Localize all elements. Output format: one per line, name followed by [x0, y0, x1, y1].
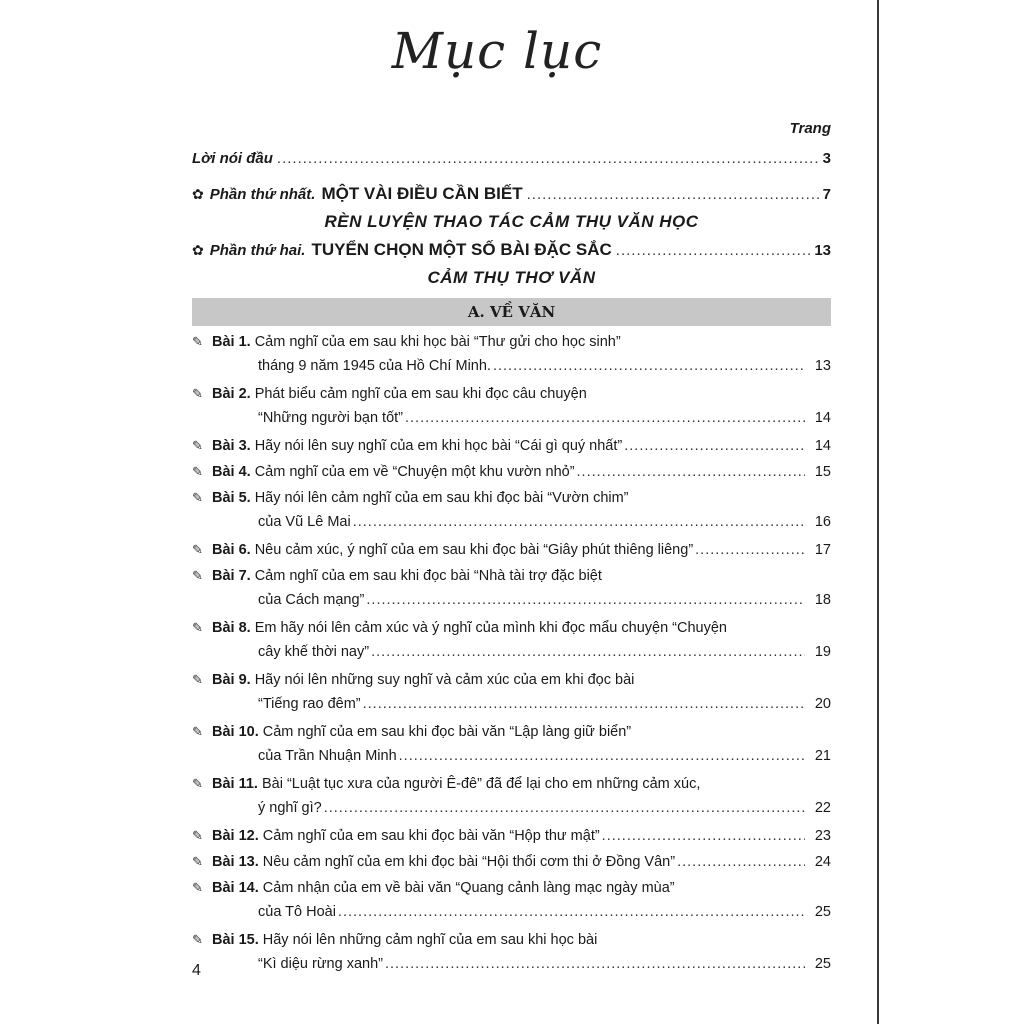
entry-page: 18 [814, 592, 831, 608]
toc-entry[interactable] [192, 538, 831, 562]
entry-page: 24 [814, 854, 831, 870]
entry-title-line1: Hãy nói lên những suy nghĩ và cảm xúc của em khi đọc bài [254, 672, 635, 688]
part2-page: 13 [814, 242, 831, 259]
entry-page: 23 [814, 828, 831, 844]
entry-page: 19 [814, 644, 831, 660]
entry-title-line2: “Kì diệu rừng xanh” [258, 956, 383, 972]
entry-title-line1: Cảm nghĩ của em về “Chuyện một khu vườn nhỏ” [254, 464, 575, 480]
pencil-icon: ✎ [192, 334, 203, 349]
entry-title-line1: Cảm nghĩ của em sau khi đọc bài “Nhà tài trợ đặc biệt [254, 568, 602, 584]
pencil-icon: ✎ [192, 776, 203, 791]
entry-page: 25 [814, 904, 831, 920]
entry-title-line2: của Vũ Lê Mai [258, 514, 351, 530]
dot-leader [577, 460, 805, 484]
entry-page: 25 [814, 956, 831, 972]
entry-label: Bài 12. [212, 828, 259, 844]
part1-page: 7 [822, 186, 831, 203]
part1-prefix: Phần thứ nhất. [209, 186, 316, 203]
entry-title-line2: tháng 9 năm 1945 của Hồ Chí Minh. [258, 358, 491, 374]
toc-entry[interactable] [192, 824, 831, 848]
entry-title-line2: ý nghĩ gì? [258, 800, 322, 816]
page-column-header: Trang [789, 120, 831, 137]
entry-title-line1: Cảm nghĩ của em sau khi học bài “Thư gửi cho học sinh” [254, 334, 621, 350]
toc-entry[interactable] [192, 486, 831, 534]
section-header: A. VỀ VĂN [192, 298, 831, 326]
part2-title: TUYỂN CHỌN MỘT SỐ BÀI ĐẶC SẮC [311, 240, 612, 259]
entry-title-line2: của Tô Hoài [258, 904, 336, 920]
flower-bullet-icon: ✿ [192, 242, 204, 258]
toc-part2-line[interactable] [192, 240, 831, 260]
entry-label: Bài 6. [212, 542, 251, 558]
toc-entry[interactable] [192, 330, 831, 378]
part2-subtitle: CẢM THỤ THƠ VĂN [427, 268, 596, 287]
pencil-icon: ✎ [192, 464, 203, 479]
entry-label: Bài 1. [212, 334, 251, 350]
pencil-icon: ✎ [192, 880, 203, 895]
toc-entry[interactable] [192, 772, 831, 820]
entry-title-line2: cây khế thời nay” [258, 644, 370, 660]
dot-leader [695, 538, 805, 562]
toc-entry[interactable] [192, 668, 831, 716]
dot-leader [363, 692, 805, 716]
entry-title-line1: Nêu cảm xúc, ý nghĩ của em sau khi đọc bài “Giây phút thiêng liêng” [254, 542, 694, 558]
dot-leader [493, 354, 805, 378]
entry-title-line2: “Những người bạn tốt” [258, 410, 403, 426]
intro-label: Lời nói đầu [192, 150, 273, 167]
entry-label: Bài 7. [212, 568, 251, 584]
intro-page: 3 [822, 150, 831, 167]
pencil-icon: ✎ [192, 932, 203, 947]
toc-entry[interactable] [192, 720, 831, 768]
entry-title-line1: Hãy nói lên suy nghĩ của em khi học bài “Cái gì quý nhất” [254, 438, 623, 454]
dot-leader [677, 850, 805, 874]
pencil-icon: ✎ [192, 672, 203, 687]
dot-leader [399, 744, 805, 768]
page-edge-line [877, 0, 879, 1024]
part2-prefix: Phần thứ hai. [209, 242, 306, 259]
entry-title-line1: Cảm nghĩ của em sau khi đọc bài văn “Hộp thư mật” [262, 828, 600, 844]
pencil-icon: ✎ [192, 568, 203, 583]
toc-entry[interactable] [192, 616, 831, 664]
entry-page: 16 [814, 514, 831, 530]
entry-title-line2: của Trần Nhuận Minh [258, 748, 397, 764]
entry-page: 14 [814, 438, 831, 454]
entry-label: Bài 8. [212, 620, 251, 636]
entry-title-line1: Cảm nghĩ của em sau khi đọc bài văn “Lập làng giữ biển” [262, 724, 632, 740]
entry-title-line2: của Cách mạng” [258, 592, 365, 608]
toc-entry[interactable] [192, 876, 831, 924]
entry-label: Bài 14. [212, 880, 259, 896]
entry-label: Bài 2. [212, 386, 251, 402]
toc-intro-line[interactable] [192, 150, 831, 167]
entry-label: Bài 5. [212, 490, 251, 506]
toc-entry[interactable] [192, 928, 831, 976]
entry-page: 15 [814, 464, 831, 480]
entry-label: Bài 15. [212, 932, 259, 948]
dot-leader [353, 510, 805, 534]
entry-title-line1: Hãy nói lên những cảm nghĩ của em sau khi học bài [262, 932, 598, 948]
part1-subtitle: RÈN LUYỆN THAO TÁC CẢM THỤ VĂN HỌC [324, 212, 699, 231]
entry-title-line1: Nêu cảm nghĩ của em khi đọc bài “Hội thổi cơm thi ở Đồng Vân” [262, 854, 676, 870]
entry-label: Bài 10. [212, 724, 259, 740]
dot-leader [324, 796, 805, 820]
pencil-icon: ✎ [192, 828, 203, 843]
dot-leader [405, 406, 805, 430]
entry-title-line1: Bài “Luật tục xưa của người Ê-đê” đã để lại cho em những cảm xúc, [261, 776, 701, 792]
pencil-icon: ✎ [192, 854, 203, 869]
part1-title: MỘT VÀI ĐIỀU CẦN BIẾT [321, 184, 523, 203]
pencil-icon: ✎ [192, 724, 203, 739]
entry-page: 13 [814, 358, 831, 374]
entry-label: Bài 11. [212, 776, 258, 792]
entry-page: 22 [814, 800, 831, 816]
entry-page: 17 [814, 542, 831, 558]
toc-entry[interactable] [192, 434, 831, 458]
dot-leader [616, 242, 811, 259]
dot-leader [624, 434, 805, 458]
entry-page: 20 [814, 696, 831, 712]
toc-part1-line[interactable] [192, 184, 831, 204]
entry-title-line1: Hãy nói lên cảm nghĩ của em sau khi đọc bài “Vườn chim” [254, 490, 629, 506]
page-number: 4 [192, 962, 201, 979]
pencil-icon: ✎ [192, 490, 203, 505]
page-title: Mục lục [391, 22, 603, 80]
entry-label: Bài 13. [212, 854, 259, 870]
entry-title-line1: Phát biểu cảm nghĩ của em sau khi đọc câu chuyện [254, 386, 587, 402]
pencil-icon: ✎ [192, 542, 203, 557]
dot-leader [602, 824, 805, 848]
toc-entry[interactable] [192, 382, 831, 430]
entry-title-line1: Cảm nhận của em về bài văn “Quang cảnh làng mạc ngày mùa” [262, 880, 675, 896]
entry-title-line2: “Tiếng rao đêm” [258, 696, 361, 712]
entry-page: 14 [814, 410, 831, 426]
pencil-icon: ✎ [192, 386, 203, 401]
entry-label: Bài 9. [212, 672, 251, 688]
toc-entry[interactable] [192, 850, 831, 874]
entry-label: Bài 3. [212, 438, 251, 454]
dot-leader [277, 150, 819, 167]
toc-entry[interactable] [192, 460, 831, 484]
pencil-icon: ✎ [192, 620, 203, 635]
flower-bullet-icon: ✿ [192, 186, 204, 202]
dot-leader [366, 588, 805, 612]
dot-leader [527, 186, 819, 203]
entry-label: Bài 4. [212, 464, 251, 480]
entry-title-line1: Em hãy nói lên cảm xúc và ý nghĩ của mình khi đọc mẩu chuyện “Chuyện [254, 620, 727, 636]
pencil-icon: ✎ [192, 438, 203, 453]
toc-entry[interactable] [192, 564, 831, 612]
dot-leader [338, 900, 805, 924]
dot-leader [371, 640, 805, 664]
dot-leader [385, 952, 805, 976]
entry-page: 21 [814, 748, 831, 764]
